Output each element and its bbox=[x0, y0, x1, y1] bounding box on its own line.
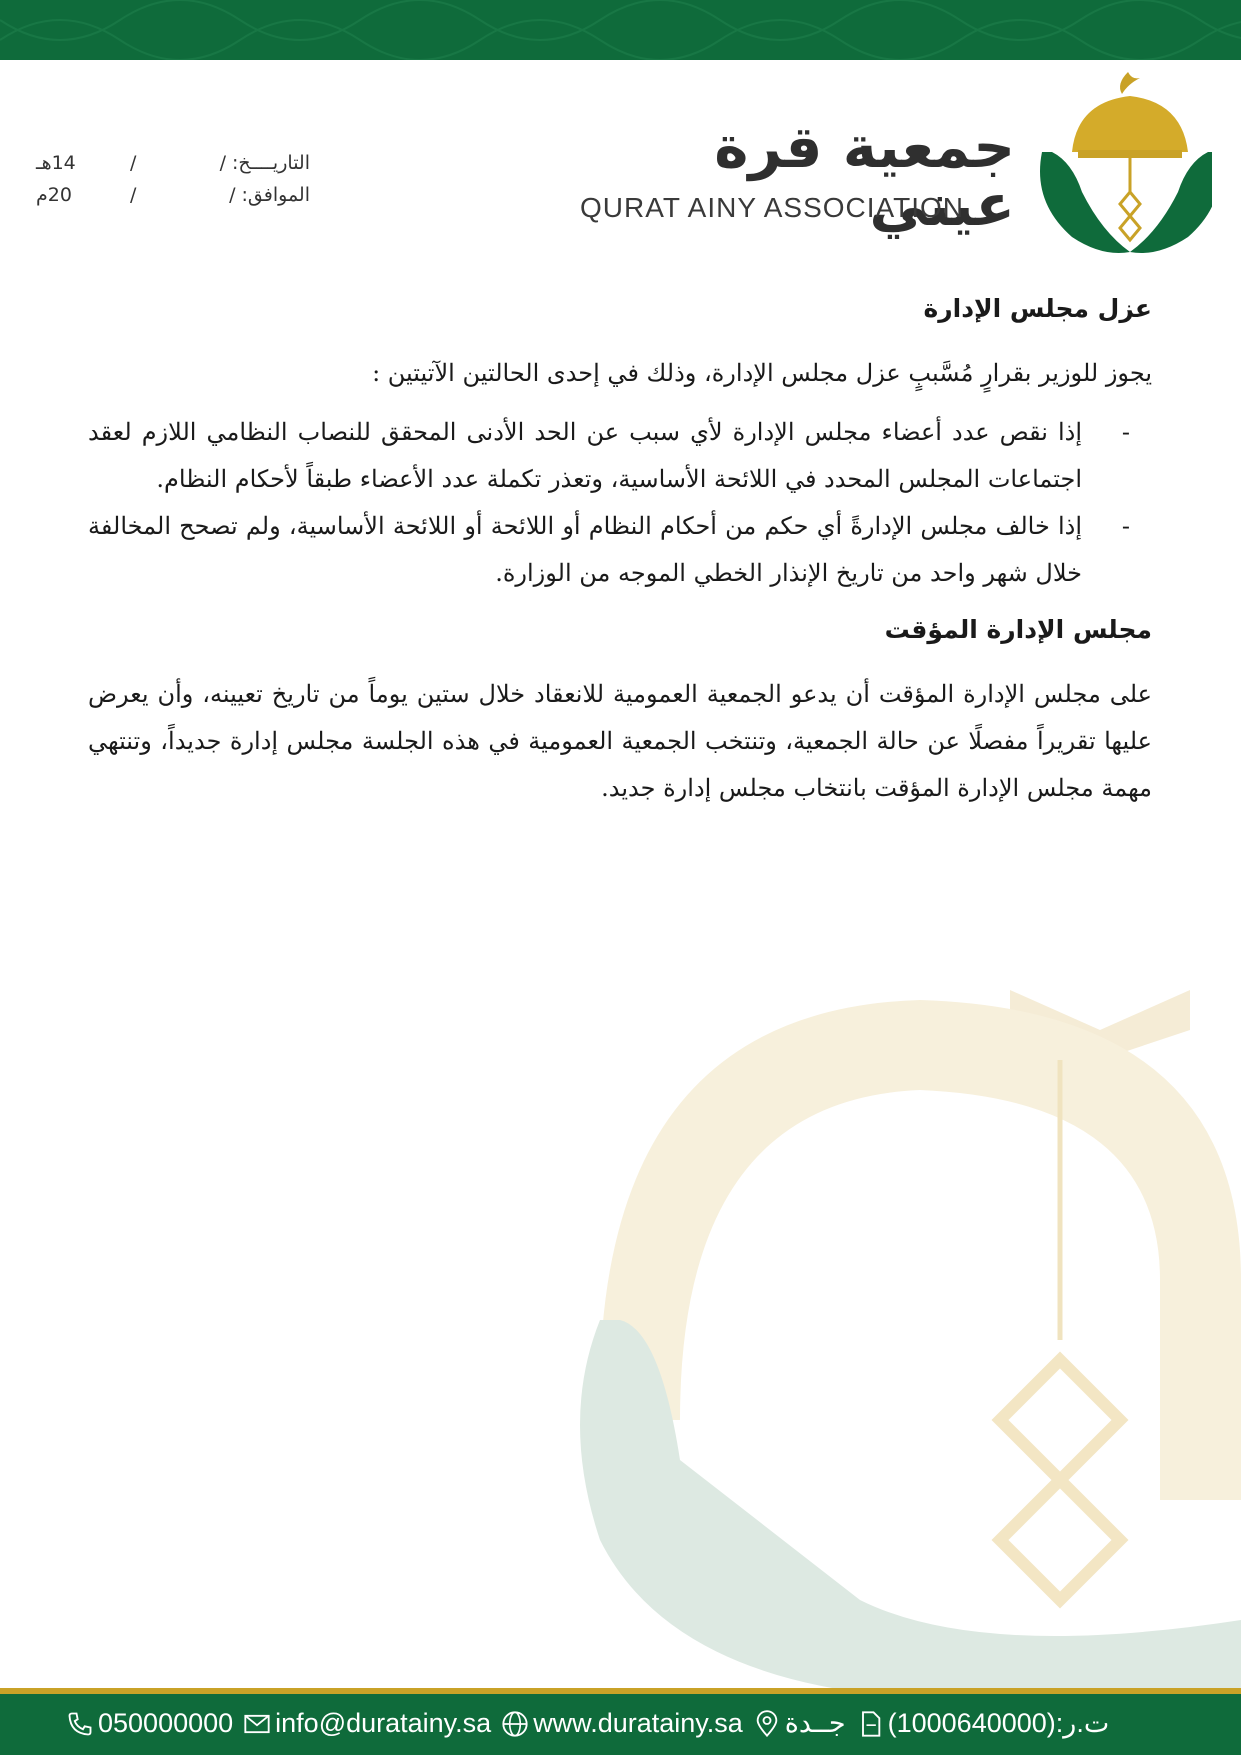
date-block bbox=[30, 152, 310, 216]
website-url: www.duratainy.sa bbox=[533, 1708, 743, 1738]
mail-icon bbox=[243, 1710, 271, 1738]
footer-contact-bar bbox=[0, 1694, 1241, 1755]
document-icon bbox=[856, 1710, 884, 1738]
list-item bbox=[88, 503, 1130, 597]
footer-registration bbox=[856, 1708, 1110, 1739]
gregorian-year-suffix: 20م bbox=[36, 184, 72, 206]
phone-icon bbox=[66, 1710, 94, 1738]
gregorian-date-row bbox=[30, 184, 310, 216]
list-item-text: إذا نقص عدد أعضاء مجلس الإدارة لأي سبب عن الحد الأدنى المحقق للنصاب النظامي اللازم لعقد اجتماعات المجلس المحدد في اللائحة الأساسية، وتعذر تكملة عدد الأعضاء طبقاً لأحكام النظام. bbox=[88, 418, 1082, 493]
conditions-list bbox=[88, 409, 1152, 597]
footer-contact-items bbox=[66, 1708, 1186, 1739]
document-body bbox=[88, 290, 1152, 824]
watermark-logo bbox=[560, 860, 1241, 1700]
bullet-dash: - bbox=[1121, 418, 1130, 446]
section-title-interim-board: مجلس الإدارة المؤقت bbox=[884, 615, 1152, 644]
gregorian-date-label: الموافق: / bbox=[229, 184, 310, 206]
hijri-date-slash: / bbox=[130, 152, 137, 174]
footer-email[interactable] bbox=[243, 1708, 491, 1739]
location-pin-icon bbox=[753, 1710, 781, 1738]
list-item-text: إذا خالف مجلس الإدارةً أي حكم من أحكام النظام أو اللائحة أو اللائحة الأساسية، ولم تصحح المخالفة خلال شهر واحد من تاريخ الإنذار الخطي الموجه من الوزارة. bbox=[88, 512, 1082, 587]
registration-number: (1000640000):ت.ر bbox=[887, 1708, 1110, 1738]
gregorian-date-slash: / bbox=[130, 184, 137, 206]
top-decorative-band bbox=[0, 0, 1241, 60]
footer-phone[interactable] bbox=[66, 1708, 233, 1739]
bullet-dash: - bbox=[1121, 512, 1130, 540]
hijri-date-label: التاريــــخ: / bbox=[219, 152, 310, 174]
section-title-board-dismissal: عزل مجلس الإدارة bbox=[923, 294, 1152, 323]
logo-english-name: QURAT AINY ASSOCIATION bbox=[580, 192, 965, 223]
list-item bbox=[88, 409, 1130, 503]
footer-location bbox=[753, 1708, 846, 1739]
globe-icon bbox=[501, 1710, 529, 1738]
interim-board-paragraph: على مجلس الإدارة المؤقت أن يدعو الجمعية العمومية للانعقاد خلال ستين يوماً من تاريخ تعيينه، وأن يعرض عليها تقريراً مفصلًا عن حالة الجمعية، وتنتخب الجمعية العمومية في هذه الجلسة مجلس إدارة جديداً، وتنتهي مهمة مجلس الإدارة المؤقت بانتخاب مجلس إدارة جديد. bbox=[88, 680, 1152, 802]
footer-website[interactable] bbox=[501, 1708, 743, 1739]
hijri-date-row bbox=[30, 152, 310, 184]
phone-number: 050000000 bbox=[98, 1708, 234, 1738]
association-logo-icon bbox=[1032, 72, 1212, 257]
city-name: جــدة bbox=[784, 1708, 846, 1738]
band-pattern bbox=[0, 0, 1241, 60]
hijri-year-suffix: 14هـ bbox=[36, 152, 76, 174]
section-intro-paragraph: يجوز للوزير بقرارٍ مُسَّببٍ عزل مجلس الإدارة، وذلك في إحدى الحالتين الآتيتين : bbox=[372, 359, 1152, 387]
email-address: info@duratainy.sa bbox=[275, 1708, 492, 1738]
logo-arabic-name: جمعية قرة عيني bbox=[714, 113, 1015, 239]
